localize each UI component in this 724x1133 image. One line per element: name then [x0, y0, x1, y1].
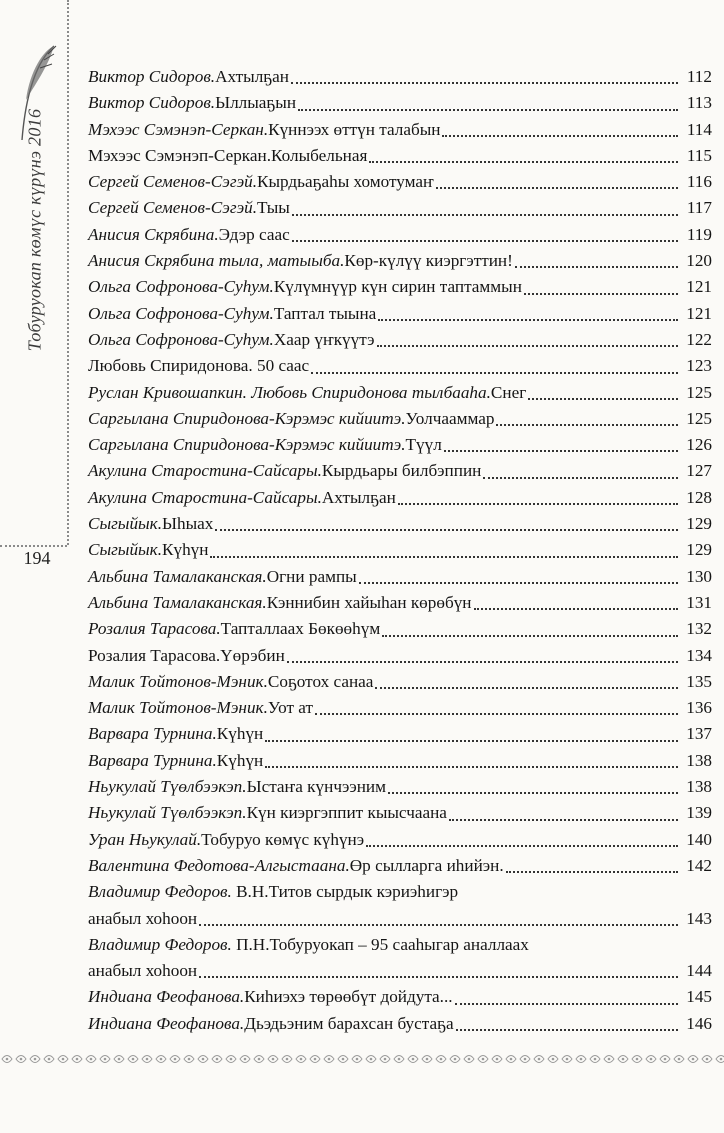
toc-page-number: 142 [686, 855, 712, 875]
toc-page-number: 129 [686, 514, 712, 534]
toc-page-number: 116 [686, 172, 712, 192]
leader-dots [496, 424, 678, 426]
toc-page-number: 129 [686, 540, 712, 560]
toc-entry [88, 222, 712, 248]
toc-page-number: 128 [686, 487, 712, 507]
leader-dots [483, 477, 678, 479]
toc-page-number: 140 [686, 829, 712, 849]
toc-page-number: 146 [686, 1013, 712, 1033]
toc-page-number: 113 [686, 93, 712, 113]
toc-page-number: 121 [686, 277, 712, 297]
toc-author: Мэхээс Сэмэнэп-Серкан. [88, 119, 269, 139]
leader-dots [291, 82, 678, 84]
leader-dots [388, 792, 678, 794]
toc-page-number: 123 [686, 356, 712, 376]
toc-author: Руслан Кривошапкин. Любовь Спиридонова тылбааһа. [88, 382, 491, 402]
toc-title: Любовь Спиридонова. 50 саас [88, 356, 310, 376]
toc-title: Дьэдьэним барахсан бустаҕа [244, 1013, 454, 1033]
toc-title: Уот ат [267, 698, 313, 718]
toc-author: Сыгыйык. [88, 540, 163, 560]
toc-author: Виктор Сидоров. [88, 67, 216, 86]
toc-author: Альбина Тамалаканская. [88, 566, 267, 586]
toc-page-number: 115 [686, 145, 712, 165]
leader-dots [287, 661, 678, 663]
toc-title: Мэхээс Сэмэнэп-Серкан. [88, 145, 272, 165]
toc-page-number: 135 [686, 671, 712, 691]
toc-author: Ольга Софронова-Суһум. [88, 329, 274, 349]
leader-dots [524, 293, 678, 295]
leader-dots [298, 109, 678, 111]
toc-entry [88, 721, 712, 747]
toc-title: Уолчааммар [405, 408, 495, 428]
toc-author: Варвара Турнина. [88, 750, 217, 770]
leader-dots [444, 450, 678, 452]
toc-author: Альбина Тамалаканская. [88, 592, 267, 612]
toc-title: Күһүн [216, 750, 264, 770]
leader-dots [366, 845, 678, 847]
toc-author: Акулина Старостина-Сайсары. [88, 487, 322, 507]
leader-dots [199, 976, 678, 978]
toc-page-number: 138 [686, 750, 712, 770]
toc-author: Малик Тойтонов-Мэник. [88, 671, 268, 691]
toc-title: Ыһыах [162, 514, 214, 534]
toc-title-continued: анабыл хоһоон [88, 908, 198, 928]
toc-author: Сергей Семенов-Сэгэй. [88, 198, 258, 218]
toc-author: Варвара Турнина. [88, 724, 217, 744]
toc-title: Тапталлаах Бөкөөһүм [220, 619, 381, 639]
toc-author: Анисия Скрябина. [88, 224, 219, 244]
toc-page-number: 117 [686, 198, 712, 218]
toc-entry [88, 248, 712, 274]
leader-dots [378, 319, 678, 321]
decorative-border [0, 1049, 724, 1069]
toc-entry [88, 327, 712, 353]
toc-entry-line2 [88, 958, 712, 984]
toc-title: Эдэр саас [218, 224, 290, 244]
toc-page-number: 144 [686, 961, 712, 981]
leader-dots [455, 1003, 678, 1005]
leader-dots [398, 503, 678, 505]
toc-title: Кырдьары билбэппин [321, 461, 482, 481]
toc-title: Күннээх өттүн талабын [268, 119, 441, 139]
leader-dots [515, 266, 678, 268]
toc-title: Ыллыаҕын [215, 93, 297, 113]
toc-title: В.Н.Титов сырдык кэриэһигэр [231, 882, 459, 902]
toc-entry [88, 511, 712, 537]
toc-entry [88, 169, 712, 195]
leader-dots [199, 924, 678, 926]
leader-dots [506, 871, 678, 873]
toc-entry [88, 432, 712, 458]
toc-entry [88, 353, 712, 379]
toc-page-number: 137 [686, 724, 712, 744]
toc-entry [88, 643, 712, 669]
toc-page-number: 121 [686, 303, 712, 323]
toc-entry [88, 117, 712, 143]
toc-author: Валентина Федотова-Алгыстаана. [88, 855, 350, 875]
toc-entry [88, 143, 712, 169]
toc-title: Ыстаҥа күнчээним [246, 777, 386, 797]
toc-title: Көр-күлүү киэргэттин! [344, 251, 513, 271]
toc-entry [88, 800, 712, 826]
toc-page-number: 114 [686, 119, 712, 139]
toc-title: Хаар үҥкүүтэ [273, 329, 375, 349]
toc-page-number: 125 [686, 408, 712, 428]
toc-title: Таптал тыына [273, 303, 377, 323]
toc-entry [88, 90, 712, 116]
leader-dots [292, 240, 678, 242]
toc-title: Күһүн [216, 724, 264, 744]
toc-title: Киһиэхэ төрөөбүт дойдута... [244, 987, 453, 1007]
leader-dots [215, 529, 678, 531]
toc-entry [88, 853, 712, 879]
toc-title: Күлүмнүүр күн сирин таптаммын [273, 277, 522, 297]
toc-author: Саргылана Спиридонова-Кэрэмэс кийиитэ. [88, 408, 406, 428]
toc-page-number: 119 [686, 224, 712, 244]
toc-author: Анисия Скрябина тыла, матыыба. [88, 251, 345, 271]
toc-author: Розалия Тарасова. [88, 619, 221, 639]
toc-entry-line2 [88, 906, 712, 932]
toc-entry [88, 932, 712, 985]
leader-dots [449, 819, 678, 821]
leader-dots [375, 687, 678, 689]
toc-title-continued: анабыл хоһоон [88, 961, 198, 981]
toc-author: Ньукулай Түөлбээкэп. [88, 803, 247, 823]
toc-author: Индиана Феофанова. [88, 987, 245, 1007]
toc-page-number: 112 [686, 67, 712, 86]
toc-author: Уран Ньукулай. [88, 829, 202, 849]
toc-entry [88, 748, 712, 774]
leader-dots [456, 1029, 678, 1031]
toc-entry [88, 590, 712, 616]
toc-entry [88, 984, 712, 1010]
toc-page-number: 145 [686, 987, 712, 1007]
leader-dots [528, 398, 678, 400]
leader-dots [292, 214, 678, 216]
toc-author: Ольга Софронова-Суһум. [88, 303, 274, 323]
leader-dots [315, 713, 678, 715]
toc-entry-line1 [88, 879, 712, 905]
toc-title: Түүл [405, 435, 442, 455]
toc-page-number: 125 [686, 382, 712, 402]
toc-page-number: 132 [686, 619, 712, 639]
margin-vertical-rule [67, 0, 69, 545]
toc-author: Ньукулай Түөлбээкэп. [88, 777, 247, 797]
toc-title: Ахтылҕан [215, 67, 289, 86]
toc-entry [88, 695, 712, 721]
toc-entry [88, 301, 712, 327]
toc-entry [88, 458, 712, 484]
margin-horizontal-rule [0, 545, 67, 547]
leader-dots [382, 635, 678, 637]
toc-entry [88, 274, 712, 300]
table-of-contents [88, 64, 712, 1037]
toc-author: Малик Тойтонов-Мэник. [88, 698, 268, 718]
page-number: 194 [23, 548, 51, 568]
toc-author: Владимир Федоров. [88, 882, 232, 902]
leader-dots [210, 556, 678, 558]
toc-entry [88, 827, 712, 853]
toc-title: Соҕотох санаа [267, 671, 374, 691]
toc-entry [88, 195, 712, 221]
toc-page-number: 120 [686, 251, 712, 271]
toc-page-number: 127 [686, 461, 712, 481]
leader-dots [311, 372, 678, 374]
toc-author: Саргылана Спиридонова-Кэрэмэс кийиитэ. [88, 435, 406, 455]
toc-author: Ольга Софронова-Суһум. [88, 277, 274, 297]
leader-dots [369, 161, 678, 163]
toc-title: Күһүн [162, 540, 209, 560]
toc-entry [88, 485, 712, 511]
toc-title: П.Н.Тобуруокап – 95 сааһыгар аналлаах [231, 934, 529, 954]
toc-title: Кырдьаҕаһы хомотумаҥ [257, 172, 434, 192]
leader-dots [474, 608, 679, 610]
toc-page-number: 134 [686, 645, 712, 665]
toc-title: Тобуруо көмүс күһүнэ [201, 829, 365, 849]
toc-title: Өр сылларга иһийэн. [349, 855, 504, 875]
toc-entry [88, 537, 712, 563]
toc-page-number: 130 [686, 566, 712, 586]
toc-title: Кэннибин хайыһан көрөбүн [266, 592, 472, 612]
toc-author: Сергей Семенов-Сэгэй. [88, 172, 258, 192]
leader-dots [265, 740, 678, 742]
toc-title: Күн киэргэппит кыысчаана [246, 803, 447, 823]
toc-title: Тыы [257, 198, 290, 218]
toc-author: Индиана Феофанова. [88, 1013, 245, 1033]
toc-page-number: 143 [686, 908, 712, 928]
toc-entry [88, 879, 712, 932]
leader-dots [265, 766, 678, 768]
toc-title: Розалия Тарасова.Үөрэбин [88, 645, 285, 665]
toc-page-number: 139 [686, 803, 712, 823]
toc-author: Виктор Сидоров. [88, 93, 216, 113]
toc-entry [88, 380, 712, 406]
leader-dots [377, 345, 678, 347]
vertical-book-title-text: Тобуруокап көмүс күрүнэ 2016 [24, 108, 45, 352]
leader-dots [442, 135, 678, 137]
leader-dots [359, 582, 678, 584]
toc-entry [88, 564, 712, 590]
toc-entry [88, 616, 712, 642]
toc-entry [88, 64, 712, 90]
toc-page-number: 122 [686, 329, 712, 349]
toc-author: Акулина Старостина-Сайсары. [88, 461, 322, 481]
toc-title: Колыбельная [271, 145, 368, 165]
toc-page-number: 136 [686, 698, 712, 718]
toc-entry-line1 [88, 932, 712, 958]
toc-entry [88, 774, 712, 800]
toc-page-number: 138 [686, 777, 712, 797]
toc-author: Владимир Федоров. [88, 934, 232, 954]
toc-page-number: 131 [686, 592, 712, 612]
toc-entry [88, 669, 712, 695]
toc-author: Сыгыйык. [88, 514, 163, 534]
toc-entry [88, 406, 712, 432]
leader-dots [436, 187, 678, 189]
vertical-book-title [5, 70, 65, 390]
toc-page-number: 126 [686, 435, 712, 455]
toc-title: Огни рампы [266, 566, 357, 586]
toc-entry [88, 1011, 712, 1037]
toc-title: Снег [490, 382, 527, 402]
toc-title: Ахтылҕан [321, 487, 396, 507]
